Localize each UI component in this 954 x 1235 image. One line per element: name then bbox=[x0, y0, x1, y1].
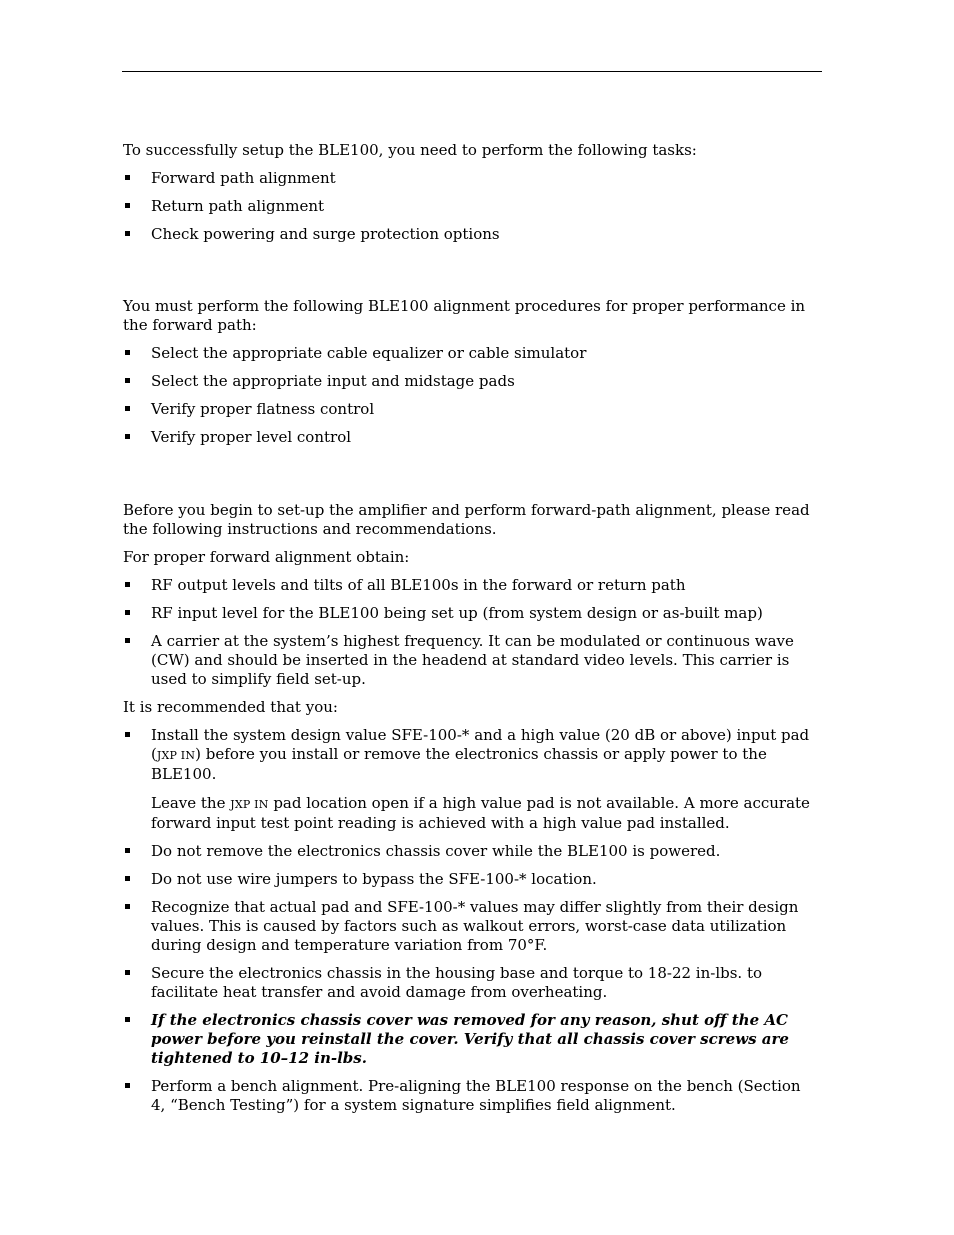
bullet-icon bbox=[125, 610, 130, 615]
header-rule bbox=[122, 71, 822, 72]
bullet-icon bbox=[125, 1083, 130, 1088]
bullet-icon bbox=[125, 876, 130, 881]
bullet-icon bbox=[125, 732, 130, 737]
list-item: Return path alignment bbox=[123, 197, 813, 216]
list-item: Recognize that actual pad and SFE-100-* values may differ slightly from their design values. This is caused by factors such as walkout errors, worst-case data utilization during design and temperature variation from 70°F. bbox=[123, 898, 813, 955]
bullet-icon bbox=[125, 175, 130, 180]
bullet-icon bbox=[125, 378, 130, 383]
warning-item bbox=[123, 1011, 813, 1068]
warning-text: If the electronics chassis cover was removed for any reason, shut off the AC power before you reinstall the cover. Verify that all chassis cover screws are tightened to 10–12 in-lbs. bbox=[151, 1011, 789, 1067]
list-item: Install the system design value SFE-100-* and a high value (20 dB or above) input pad (JXP IN) before you install or remove the electronics chassis or apply power to the BLE100. Leave the JXP IN pad location open if a high value pad is not available. A more accurate forward input test point reading is achieved with a high value pad installed. bbox=[123, 726, 813, 833]
list-item: Do not use wire jumpers to bypass the SFE-100-* location. bbox=[123, 870, 813, 889]
list-item: Secure the electronics chassis in the housing base and torque to 18-22 in-lbs. to facilitate heat transfer and avoid damage from overheating. bbox=[123, 964, 813, 1002]
jumper-code: JXP IN bbox=[230, 798, 269, 811]
list-item: Perform a bench alignment. Pre-aligning the BLE100 response on the bench (Section 4, “Bench Testing”) for a system signature simplifies field alignment. bbox=[123, 1077, 813, 1115]
list-item: RF input level for the BLE100 being set up (from system design or as-built map) bbox=[123, 604, 813, 623]
bullet-icon bbox=[125, 1017, 130, 1022]
list-item: Forward path alignment bbox=[123, 169, 813, 188]
bullet-icon bbox=[125, 350, 130, 355]
bullet-icon bbox=[125, 582, 130, 587]
bullet-icon bbox=[125, 406, 130, 411]
bullet-icon bbox=[125, 848, 130, 853]
recommend-intro-text: It is recommended that you: bbox=[123, 698, 338, 716]
jumper-code: JXP IN bbox=[156, 749, 196, 762]
bullet-icon bbox=[125, 970, 130, 975]
forward-steps-list bbox=[123, 344, 813, 447]
bullet-icon bbox=[125, 904, 130, 909]
recommend-list bbox=[123, 726, 813, 1115]
bullet-icon bbox=[125, 231, 130, 236]
obtain-list bbox=[123, 576, 813, 689]
list-item: Select the appropriate input and midstage pads bbox=[123, 372, 813, 391]
obtain-intro-text: For proper forward alignment obtain: bbox=[123, 548, 410, 566]
list-item: Verify proper flatness control bbox=[123, 400, 813, 419]
list-item: Select the appropriate cable equalizer or cable simulator bbox=[123, 344, 813, 363]
list-item: A carrier at the system’s highest frequency. It can be modulated or continuous wave (CW) and should be inserted in the headend at standard video levels. This carrier is used to simplify field set-up. bbox=[123, 632, 813, 689]
bullet-icon bbox=[125, 638, 130, 643]
before-intro-text: Before you begin to set-up the amplifier and perform forward-path alignment, please read the following instructions and recommendations. bbox=[123, 501, 810, 538]
sub-paragraph: Leave the JXP IN pad location open if a high value pad is not available. A more accurate forward input test point reading is achieved with a high value pad installed. bbox=[151, 794, 810, 832]
list-item: Check powering and surge protection options bbox=[123, 225, 813, 244]
forward-intro-text: You must perform the following BLE100 alignment procedures for proper performance in the forward path: bbox=[123, 297, 806, 334]
document-body bbox=[123, 141, 813, 1124]
list-item: Do not remove the electronics chassis cover while the BLE100 is powered. bbox=[123, 842, 813, 861]
list-item: RF output levels and tilts of all BLE100s in the forward or return path bbox=[123, 576, 813, 595]
task-list bbox=[123, 169, 813, 244]
list-item: Verify proper level control bbox=[123, 428, 813, 447]
intro-text: To successfully setup the BLE100, you need to perform the following tasks: bbox=[123, 141, 697, 159]
bullet-icon bbox=[125, 434, 130, 439]
bullet-icon bbox=[125, 203, 130, 208]
